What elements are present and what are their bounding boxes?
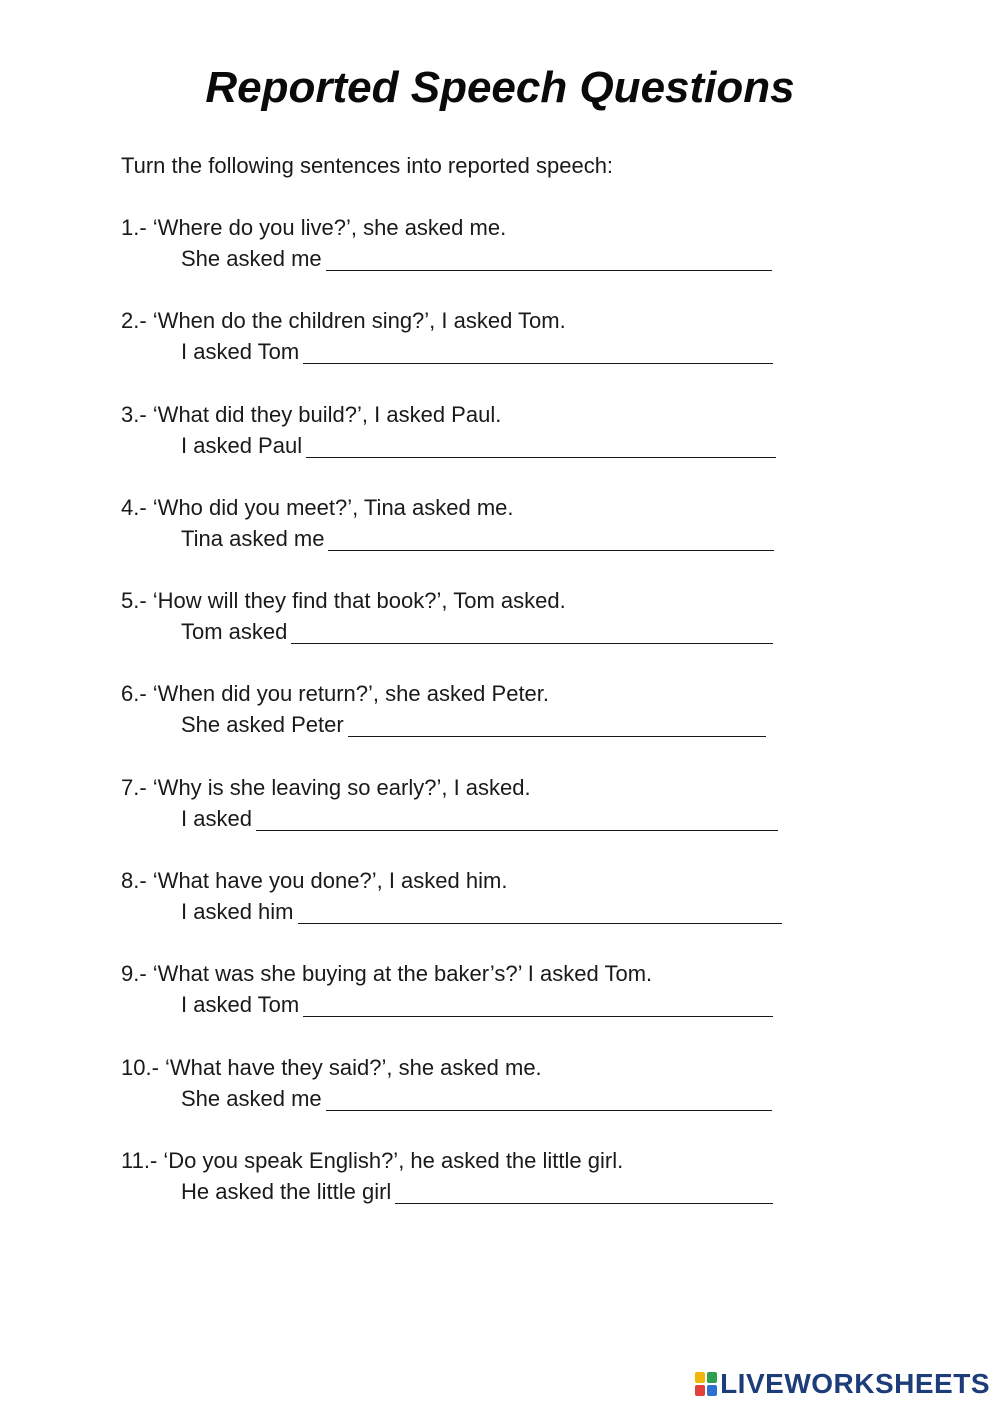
answer-row xyxy=(181,431,776,461)
answer-input[interactable] xyxy=(256,806,778,831)
worksheet-title: Reported Speech Questions xyxy=(205,63,795,112)
question-text: 3.- ‘What did they build?’, I asked Paul. xyxy=(121,401,502,427)
exercise-item xyxy=(121,959,821,1052)
answer-input[interactable] xyxy=(326,1086,772,1111)
exercise-item xyxy=(121,1146,821,1239)
question-text: 10.- ‘What have they said?’, she asked me. xyxy=(121,1054,542,1080)
answer-prefix: I asked Paul xyxy=(181,432,303,458)
exercise-list xyxy=(121,213,821,1239)
question-text: 8.- ‘What have you done?’, I asked him. xyxy=(121,868,508,894)
answer-row xyxy=(181,524,774,554)
exercise-item xyxy=(121,866,821,959)
answer-prefix: She asked me xyxy=(181,1085,322,1111)
answer-row xyxy=(181,804,778,834)
answer-row xyxy=(181,710,766,740)
liveworksheets-logo-icon xyxy=(695,1372,717,1396)
answer-input[interactable] xyxy=(348,712,766,737)
logo-text: LIVEWORKSHEETS xyxy=(720,1368,990,1399)
exercise-item xyxy=(121,493,821,586)
question-text: 11.- ‘Do you speak English?’, he asked the little girl. xyxy=(121,1147,624,1173)
exercise-item xyxy=(121,679,821,772)
exercise-item xyxy=(121,586,821,679)
exercise-item xyxy=(121,306,821,399)
answer-prefix: He asked the little girl xyxy=(181,1178,392,1204)
question-text: 6.- ‘When did you return?’, she asked Peter. xyxy=(121,681,550,707)
answer-row xyxy=(181,990,773,1020)
answer-input[interactable] xyxy=(303,339,773,364)
answer-row xyxy=(181,1177,773,1207)
answer-prefix: Tom asked xyxy=(181,619,288,645)
answer-input[interactable] xyxy=(298,899,782,924)
answer-prefix: I asked Tom xyxy=(181,339,300,365)
question-text: 1.- ‘Where do you live?’, she asked me. xyxy=(121,215,507,240)
answer-prefix: I asked xyxy=(181,805,252,831)
question-text: 5.- ‘How will they find that book?’, Tom asked. xyxy=(121,588,566,614)
answer-input[interactable] xyxy=(328,526,774,551)
answer-row xyxy=(181,244,772,274)
answer-row xyxy=(181,337,773,367)
answer-input[interactable] xyxy=(306,433,776,458)
answer-input[interactable] xyxy=(291,619,773,644)
answer-input[interactable] xyxy=(326,246,772,271)
question-text: 7.- ‘Why is she leaving so early?’, I asked. xyxy=(121,774,531,800)
instructions-text: Turn the following sentences into reported speech: xyxy=(121,153,614,178)
answer-prefix: She asked me xyxy=(181,246,322,271)
answer-row xyxy=(181,617,773,647)
exercise-item xyxy=(121,1053,821,1146)
answer-input[interactable] xyxy=(395,1179,773,1204)
answer-prefix: I asked Tom xyxy=(181,992,300,1018)
answer-prefix: She asked Peter xyxy=(181,712,344,738)
question-text: 4.- ‘Who did you meet?’, Tina asked me. xyxy=(121,494,514,520)
question-text: 2.- ‘When do the children sing?’, I asked Tom. xyxy=(121,308,566,334)
answer-prefix: I asked him xyxy=(181,899,294,925)
exercise-item xyxy=(121,213,821,306)
answer-row xyxy=(181,897,782,927)
question-text: 9.- ‘What was she buying at the baker’s?’ I asked Tom. xyxy=(121,961,653,987)
liveworksheets-logo[interactable] xyxy=(695,1367,990,1401)
exercise-item xyxy=(121,400,821,493)
answer-input[interactable] xyxy=(303,992,773,1017)
exercise-item xyxy=(121,773,821,866)
answer-prefix: Tina asked me xyxy=(181,525,325,551)
answer-row xyxy=(181,1084,772,1114)
